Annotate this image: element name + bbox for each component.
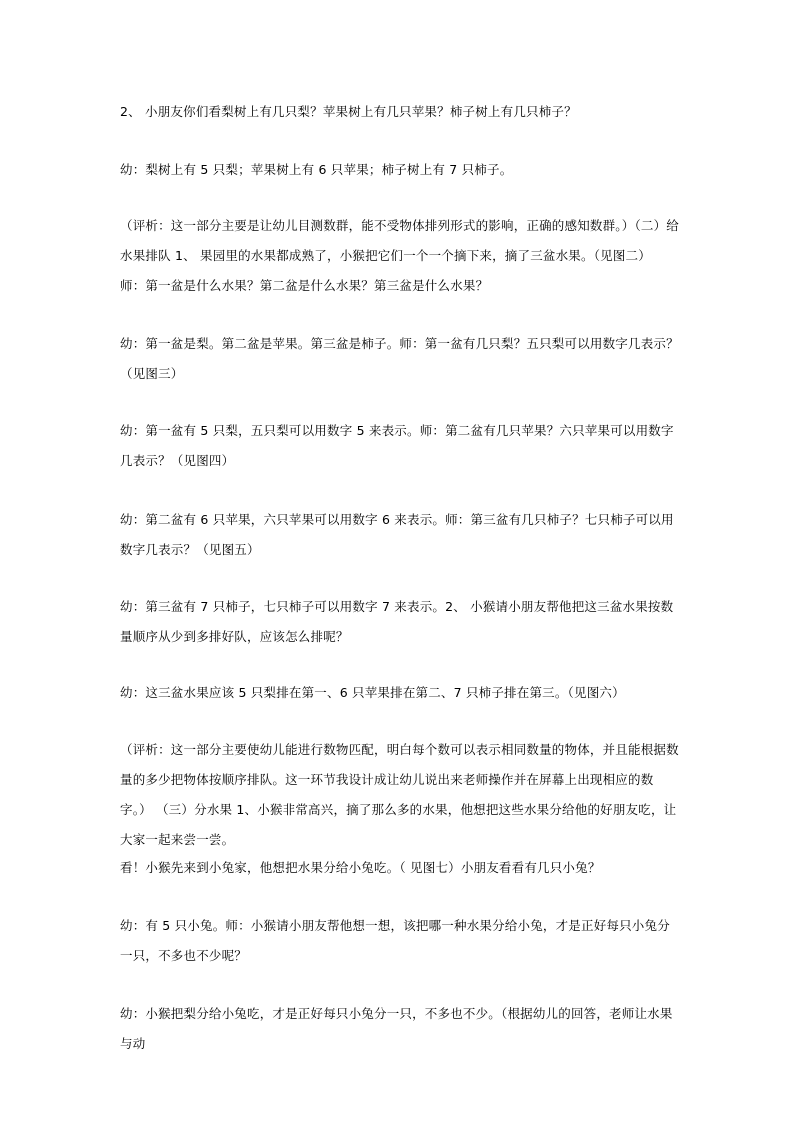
paragraph-answer-rabbits: 幼：有 5 只小兔。师：小猴请小朋友帮他想一想，该把哪一种水果分给小兔，才是正好每只小兔分一只，不多也不少呢？	[120, 918, 670, 963]
paragraph-answer-pears: 幼：第一盆有 5 只梨，五只梨可以用数字 5 来表示。师：第二盆有几只苹果？六只苹果可以用数字几表示？（见图四）	[120, 423, 674, 468]
paragraph-answer-first-basin: 幼：第一盆是梨。第二盆是苹果。第三盆是柿子。师：第一盆有几只梨？五只梨可以用数字几表示？（见图三）	[120, 336, 679, 381]
paragraph-answer-counts: 幼：梨树上有 5 只梨；苹果树上有 6 只苹果；柿子树上有 7 只柿子。	[120, 162, 513, 177]
paragraph-answer-persimmons: 幼：第三盆有 7 只柿子，七只柿子可以用数字 7 来表示。2、 小猴请小朋友帮他把这三盆水果按数量顺序从少到多排好队，应该怎么排呢？	[120, 599, 674, 644]
paragraph-answer-order: 幼：这三盆水果应该 5 只梨排在第一、6 只苹果排在第二、7 只柿子排在第三。（见图六）	[120, 685, 625, 700]
paragraph-rabbit-house: 看！小猴先来到小兔家，他想把水果分给小兔吃。（ 见图七）小朋友看看有几只小兔？	[120, 860, 601, 875]
paragraph-question-trees: 2、 小朋友你们看梨树上有几只梨？苹果树上有几只苹果？柿子树上有几只柿子？	[120, 104, 577, 119]
paragraph-commentary-matching: （评析：这一部分主要使幼儿能进行数物匹配，明白每个数可以表示相同数量的物体，并且能根据数量的多少把物体按顺序排队。这一环节我设计成让幼儿说出来老师操作并在屏幕上出现相应的数字。） （三）分水果 1、小猴非常高兴，摘了那么多的水果，他想把这些水果分给他的好朋友吃，让大家一起来尝一尝。	[120, 742, 679, 847]
paragraph-answer-pears-to-rabbits: 幼：小猴把梨分给小兔吃，才是正好每只小兔分一只，不多也不少。（根据幼儿的回答，老师让水果与动	[120, 1006, 673, 1051]
paragraph-commentary-sorting: （评析：这一部分主要是让幼儿目测数群，能不受物体排列形式的影响，正确的感知数群。）（二）给水果排队 1、 果园里的水果都成熟了，小猴把它们一个一个摘下来，摘了三盆水果。（见图二） 师：第一盆是什么水果？第二盆是什么水果？第三盆是什么水果？	[120, 218, 680, 293]
paragraph-answer-apples: 幼：第二盆有 6 只苹果，六只苹果可以用数字 6 来表示。师：第三盆有几只柿子？七只柿子可以用数字几表示？（见图五）	[120, 512, 674, 557]
